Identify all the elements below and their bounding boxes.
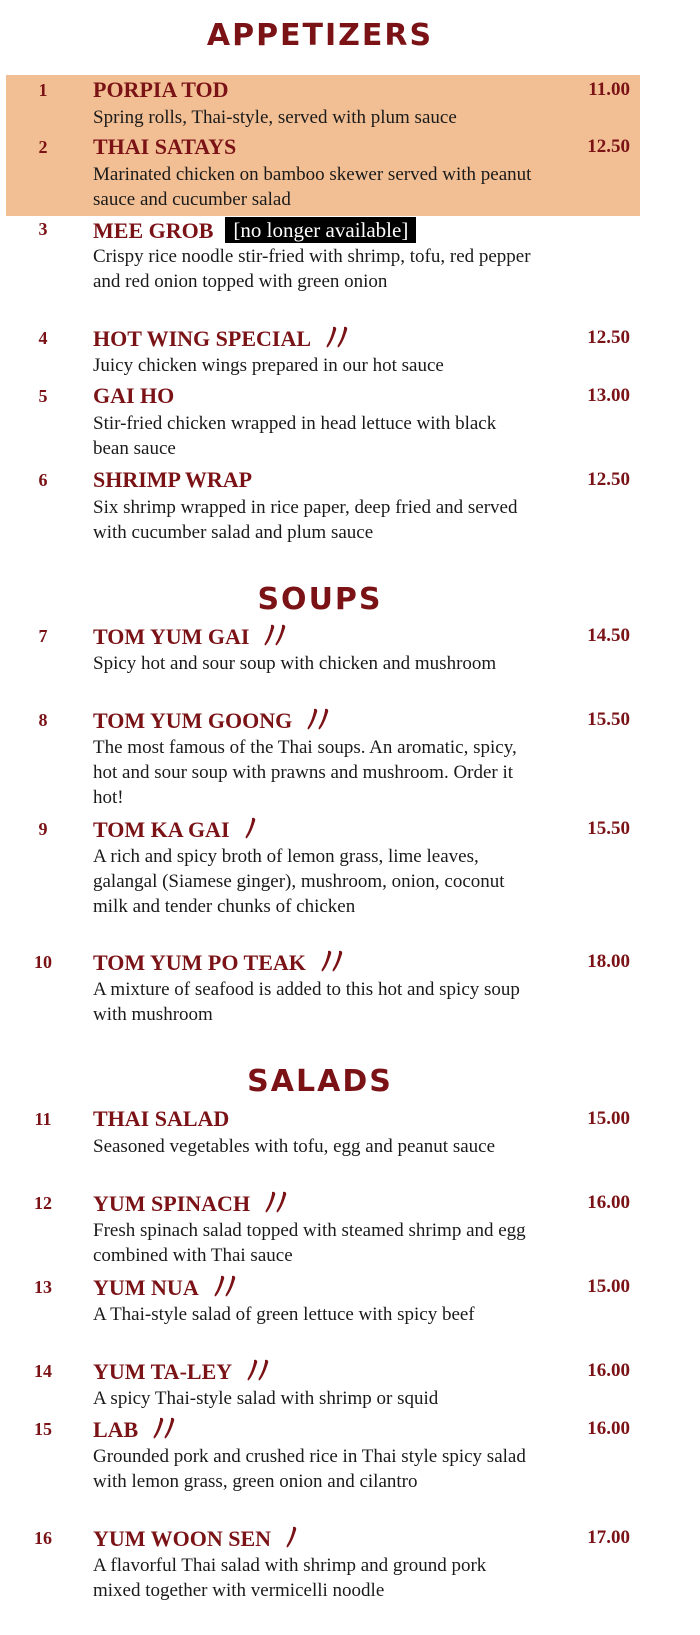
item-name: MEE GROB [93,218,214,243]
item-name: THAI SALAD [93,1106,230,1131]
item-number: 4 [38,328,48,348]
item-price: 14.50 [587,625,630,646]
item-number: 12 [34,1193,52,1213]
item-price: 12.50 [587,469,630,490]
item-number: 2 [38,137,48,157]
item-number: 6 [38,470,48,490]
item-name: PORPIA TOD [93,77,229,102]
item-name-row [93,1526,300,1551]
item-price: 13.00 [587,385,630,406]
chili-pepper-icon [213,1275,239,1297]
item-description: Spicy hot and sour soup with chicken and mushroom [93,653,497,674]
item-price: 16.00 [587,1192,630,1213]
chili-pepper-icon [306,708,332,730]
item-name-row [93,217,416,243]
item-price: 15.00 [587,1108,630,1129]
item-name-row [93,950,346,975]
item-name-row [93,326,351,351]
item-description: Seasoned vegetables with tofu, egg and peanut sauce [93,1136,496,1157]
item-number: 16 [34,1528,52,1548]
item-description: A rich and spicy broth of lemon grass, lime leaves, galangal (Siamese ginger), mushroom, onion, coconut milk and tender chunks of chicken [93,846,505,917]
item-description: Fresh spinach salad topped with steamed shrimp and egg combined with Thai sauce [93,1220,526,1266]
chili-pepper-icon [320,950,346,972]
item-name-row [93,624,289,649]
item-number: 3 [38,219,48,239]
item-number: 11 [34,1109,52,1129]
item-description: Spring rolls, Thai-style, served with plum sauce [93,107,457,128]
item-number: 14 [34,1361,52,1381]
item-name: TOM YUM GAI [93,624,250,649]
item-name: HOT WING SPECIAL [93,326,312,351]
item-name: THAI SATAYS [93,134,237,159]
chili-pepper-icon [325,326,351,348]
item-name-row [93,708,332,733]
item-number: 5 [38,386,48,406]
item-description: A spicy Thai-style salad with shrimp or squid [93,1388,439,1409]
item-number: 10 [34,952,52,972]
item-price: 15.50 [587,818,630,839]
item-price: 11.00 [588,79,630,100]
item-name: TOM KA GAI [93,817,230,842]
item-description: Stir-fried chicken wrapped in head lettuce with black bean sauce [93,413,497,459]
item-price: 16.00 [587,1418,630,1439]
item-description: Grounded pork and crushed rice in Thai style spicy salad with lemon grass, green onion and cilantro [93,1446,526,1492]
item-description: Crispy rice noodle stir-fried with shrimp, tofu, red pepper and red onion topped with green onion [93,246,531,292]
item-price: 18.00 [587,951,630,972]
item-name: YUM TA-LEY [93,1359,233,1384]
item-description: A flavorful Thai salad with shrimp and ground pork mixed together with vermicelli noodle [93,1555,487,1601]
item-name: LAB [93,1417,139,1442]
item-name-row [93,1359,272,1384]
item-price: 12.50 [587,136,630,157]
item-name: YUM NUA [93,1275,199,1300]
item-name-row [93,1417,178,1442]
item-number: 13 [34,1277,52,1297]
chili-pepper-icon [246,1359,272,1381]
item-name-row [93,1275,239,1300]
unavailable-badge: [no longer available] [225,217,416,243]
item-price: 12.50 [587,327,630,348]
item-name: SHRIMP WRAP [93,467,253,492]
item-description: A Thai-style salad of green lettuce with spicy beef [93,1304,475,1325]
item-description: A mixture of seafood is added to this hot and spicy soup with mushroom [93,979,520,1025]
item-name-row [93,1191,290,1216]
chili-pepper-icon [285,1526,300,1548]
item-number: 15 [34,1419,52,1439]
item-price: 15.50 [587,709,630,730]
item-number: 1 [38,80,48,100]
item-number: 8 [38,710,48,730]
item-name: TOM YUM PO TEAK [93,950,306,975]
section-title-salads: SALADS [247,1064,393,1099]
section-title-appetizers: APPETIZERS [206,18,434,53]
item-name: YUM WOON SEN [93,1526,272,1551]
item-price: 16.00 [587,1360,630,1381]
item-price: 17.00 [587,1527,630,1548]
item-number: 7 [38,626,48,646]
item-name-row [93,817,259,842]
section-title-soups: SOUPS [257,582,383,617]
item-description: Juicy chicken wings prepared in our hot sauce [93,355,444,376]
item-description: The most famous of the Thai soups. An aromatic, spicy, hot and sour soup with prawns and mushroom. Order it hot! [93,737,517,808]
item-description: Marinated chicken on bamboo skewer served with peanut sauce and cucumber salad [93,164,532,210]
item-description: Six shrimp wrapped in rice paper, deep fried and served with cucumber salad and plum sauce [93,497,518,543]
item-name: TOM YUM GOONG [93,708,293,733]
chili-pepper-icon [264,1191,290,1213]
item-number: 9 [38,819,48,839]
chili-pepper-icon [152,1417,178,1439]
item-price: 15.00 [587,1276,630,1297]
item-name: GAI HO [93,383,175,408]
chili-pepper-icon [244,817,259,839]
chili-pepper-icon [263,624,289,646]
item-name: YUM SPINACH [93,1191,251,1216]
